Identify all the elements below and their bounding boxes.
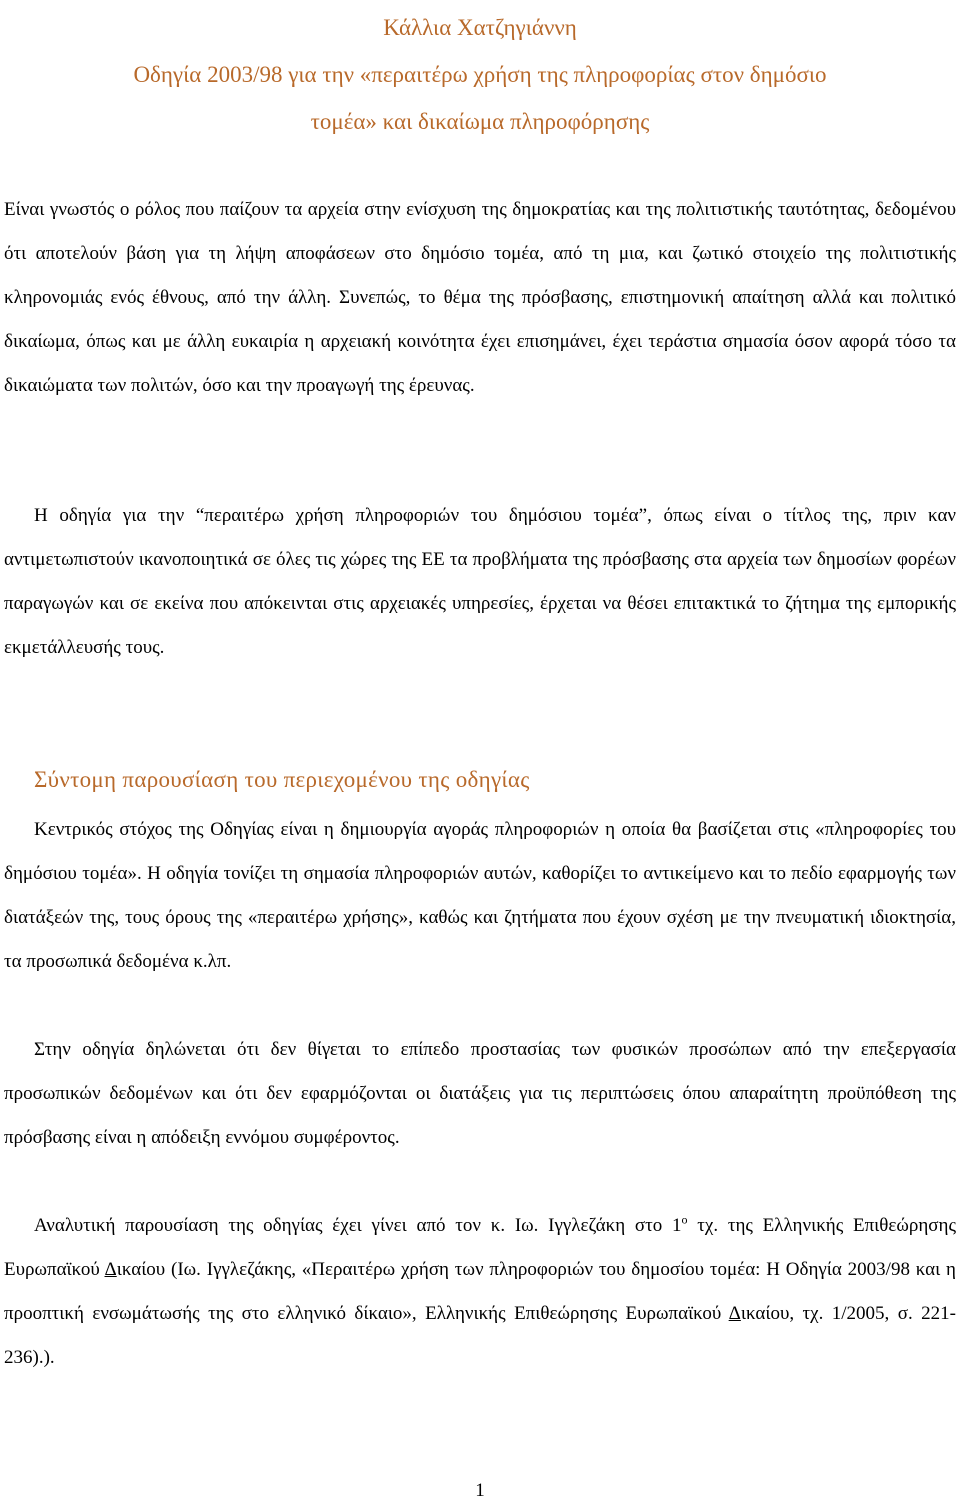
paragraph-5-part-b: τχ. της Ελληνικής Επιθεώρησης Ευρωπαϊκού: [4, 1215, 956, 1280]
paragraph-5-part-c: ικαίου (Ιω. Ιγγλεζάκης, «Περαιτέρω χρήση των πληροφοριών του δημοσίου τομέα: Η Οδηγία 2003/98 και η προοπτική ενσωμάτωσής της στο ελληνικό δίκαιο», Ελληνικής Επιθεώρησης Ευρωπαϊκού: [4, 1258, 956, 1324]
paragraph-1: Είναι γνωστός ο ρόλος που παίζουν τα αρχεία στην ενίσχυση της δημοκρατίας και της πολιτιστικής ταυτότητας, δεδομένου ότι αποτελούν βάση για τη λήψη αποφάσεων στο δημόσιο τομέα, από τη μια, και ζωτικό στοιχείο της πολιτιστικής κληρονομιάς ενός έθνους, από την άλλη. Συνεπώς, το θέμα της πρόσβασης, επιστημονική απαίτηση αλλά και πολιτικό δικαίωμα, όπως και με άλλη ευκαιρία η αρχειακή κοινότητα έχει επισημάνει, έχει τεράστια σημασία όσον αφορά τόσο τα δικαιώματα των πολιτών, όσο και την προαγωγή της έρευνας.: [4, 199, 956, 396]
title-block: [0, 4, 960, 145]
paragraph-3: Κεντρικός στόχος της Οδηγίας είναι η δημιουργία αγοράς πληροφοριών η οποία θα βασίζεται στις «πληροφορίες του δημόσιου τομέα». Η οδηγία τονίζει τη σημασία πληροφοριών αυτών, καθορίζει το αντικείμενο και το πεδίο εφαρμογής των διατάξεών της, τους όρους της «περαιτέρω χρήσης», καθώς και ζητήματα που έχουν σχέση με την πνευματική ιδιοκτησία, τα προσωπικά δεδομένα κ.λπ.: [4, 819, 956, 972]
title-line-2: τομέα» και δικαίωμα πληροφόρησης: [310, 109, 650, 134]
title-line-1: Οδηγία 2003/98 για την «περαιτέρω χρήση της πληροφορίας στον δημόσιο: [133, 62, 827, 87]
underlined-letter: Δ: [104, 1258, 117, 1280]
paragraph-4: Στην οδηγία δηλώνεται ότι δεν θίγεται το επίπεδο προστασίας των φυσικών προσώπων από την επεξεργασία προσωπικών δεδομένων και ότι δεν εφαρμόζονται οι διατάξεις για τις περιπτώσεις όπου απαραίτητη προϋπόθεση της πρόσβασης είναι η απόδειξη εννόμου συμφέροντος.: [4, 1039, 956, 1148]
section-heading: Σύντομη παρουσίαση του περιεχομένου της οδηγίας: [34, 767, 530, 792]
page-number: 1: [475, 1480, 485, 1501]
paragraph-5-part-d: ικαίου, τχ. 1/2005, σ. 221-236).).: [4, 1302, 956, 1368]
ordinal-superscript: ο: [681, 1212, 688, 1227]
underlined-letter: Δ: [728, 1302, 741, 1324]
paragraph-2: Η οδηγία για την “περαιτέρω χρήση πληροφοριών του δημόσιου τομέα”, όπως είναι ο τίτλος της, πριν καν αντιμετωπιστούν ικανοποιητικά σε όλες τις χώρες της ΕΕ τα προβλήματα της πρόσβασης στα αρχεία των δημοσίων φορέων παραγωγών και σε εκείνα που απόκεινται στις αρχειακές υπηρεσίες, έρχεται να θέσει επιτακτικά το ζήτημα της εμπορικής εκμετάλλευσής τους.: [4, 505, 956, 658]
paragraph-5: [4, 1204, 956, 1380]
author-name: Κάλλια Χατζηγιάννη: [383, 15, 577, 40]
paragraph-5-part-a: Αναλυτική παρουσίαση της οδηγίας έχει γίνει από τον κ. Ιω. Ιγγλεζάκη στο 1: [34, 1215, 682, 1236]
